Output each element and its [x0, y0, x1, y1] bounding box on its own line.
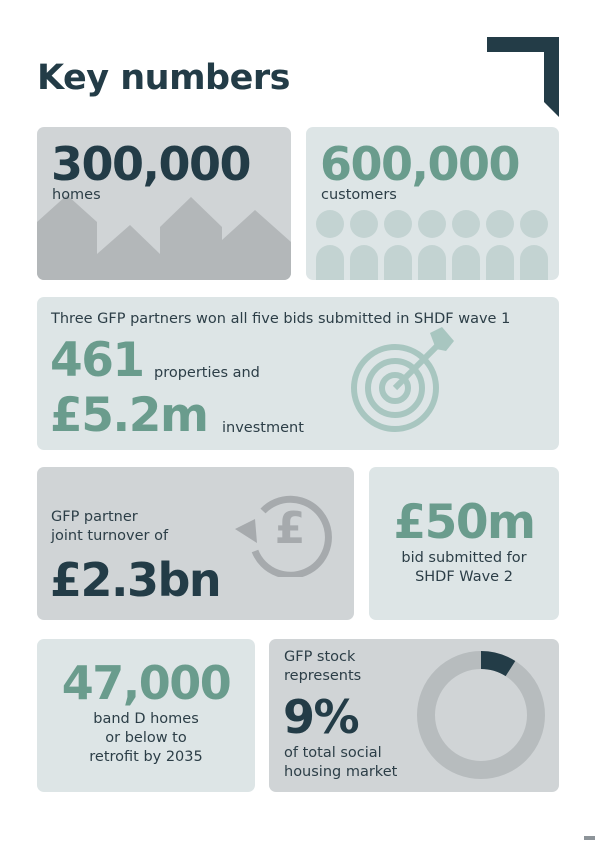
homes-card: [37, 127, 291, 280]
investment-number: £5.2m: [50, 388, 208, 443]
wave2-line2: SHDF Wave 2: [415, 569, 513, 585]
wave2-number: £50m: [393, 495, 535, 550]
turnover-card: [37, 467, 354, 620]
customers-label: customers: [321, 187, 397, 203]
stock-line1: GFP stock: [284, 649, 356, 665]
stock-donut-chart: [415, 649, 547, 781]
page-marker: [584, 836, 595, 840]
homes-label: homes: [52, 187, 101, 203]
stock-line3: of total social: [284, 745, 382, 761]
customers-number: 600,000: [320, 137, 520, 191]
investment-label: investment: [222, 420, 304, 436]
turnover-line1: GFP partner: [51, 509, 138, 525]
shdf-wave1-card: [37, 297, 559, 450]
wave2-line1: bid submitted for: [401, 550, 527, 566]
properties-label: properties and: [154, 365, 260, 381]
target-icon: [342, 325, 462, 435]
band-d-line3: retrofit by 2035: [89, 749, 203, 765]
homes-number: 300,000: [51, 137, 251, 191]
stock-line4: housing market: [284, 764, 398, 780]
corner-bracket-icon: [487, 37, 559, 117]
properties-number: 461: [50, 333, 144, 388]
wave2-card: [369, 467, 559, 620]
page-title: Key numbers: [37, 58, 290, 98]
customers-card: [306, 127, 559, 280]
band-d-line1: band D homes: [93, 711, 199, 727]
band-d-number: 47,000: [61, 656, 231, 710]
donut-track: [426, 660, 536, 770]
stock-percent: 9%: [283, 690, 359, 744]
shdf-wave1-heading: Three GFP partners won all five bids submitted in SHDF wave 1: [51, 311, 511, 327]
pound-cycle-icon: [233, 481, 337, 577]
turnover-line2: joint turnover of: [51, 528, 169, 544]
svg-text:£: £: [274, 503, 306, 554]
stock-share-card: [269, 639, 559, 792]
band-d-line2: or below to: [105, 730, 187, 746]
donut-share-arc: [481, 660, 510, 669]
band-d-card: [37, 639, 255, 792]
stock-line2: represents: [284, 668, 362, 684]
turnover-number: £2.3bn: [50, 553, 221, 607]
